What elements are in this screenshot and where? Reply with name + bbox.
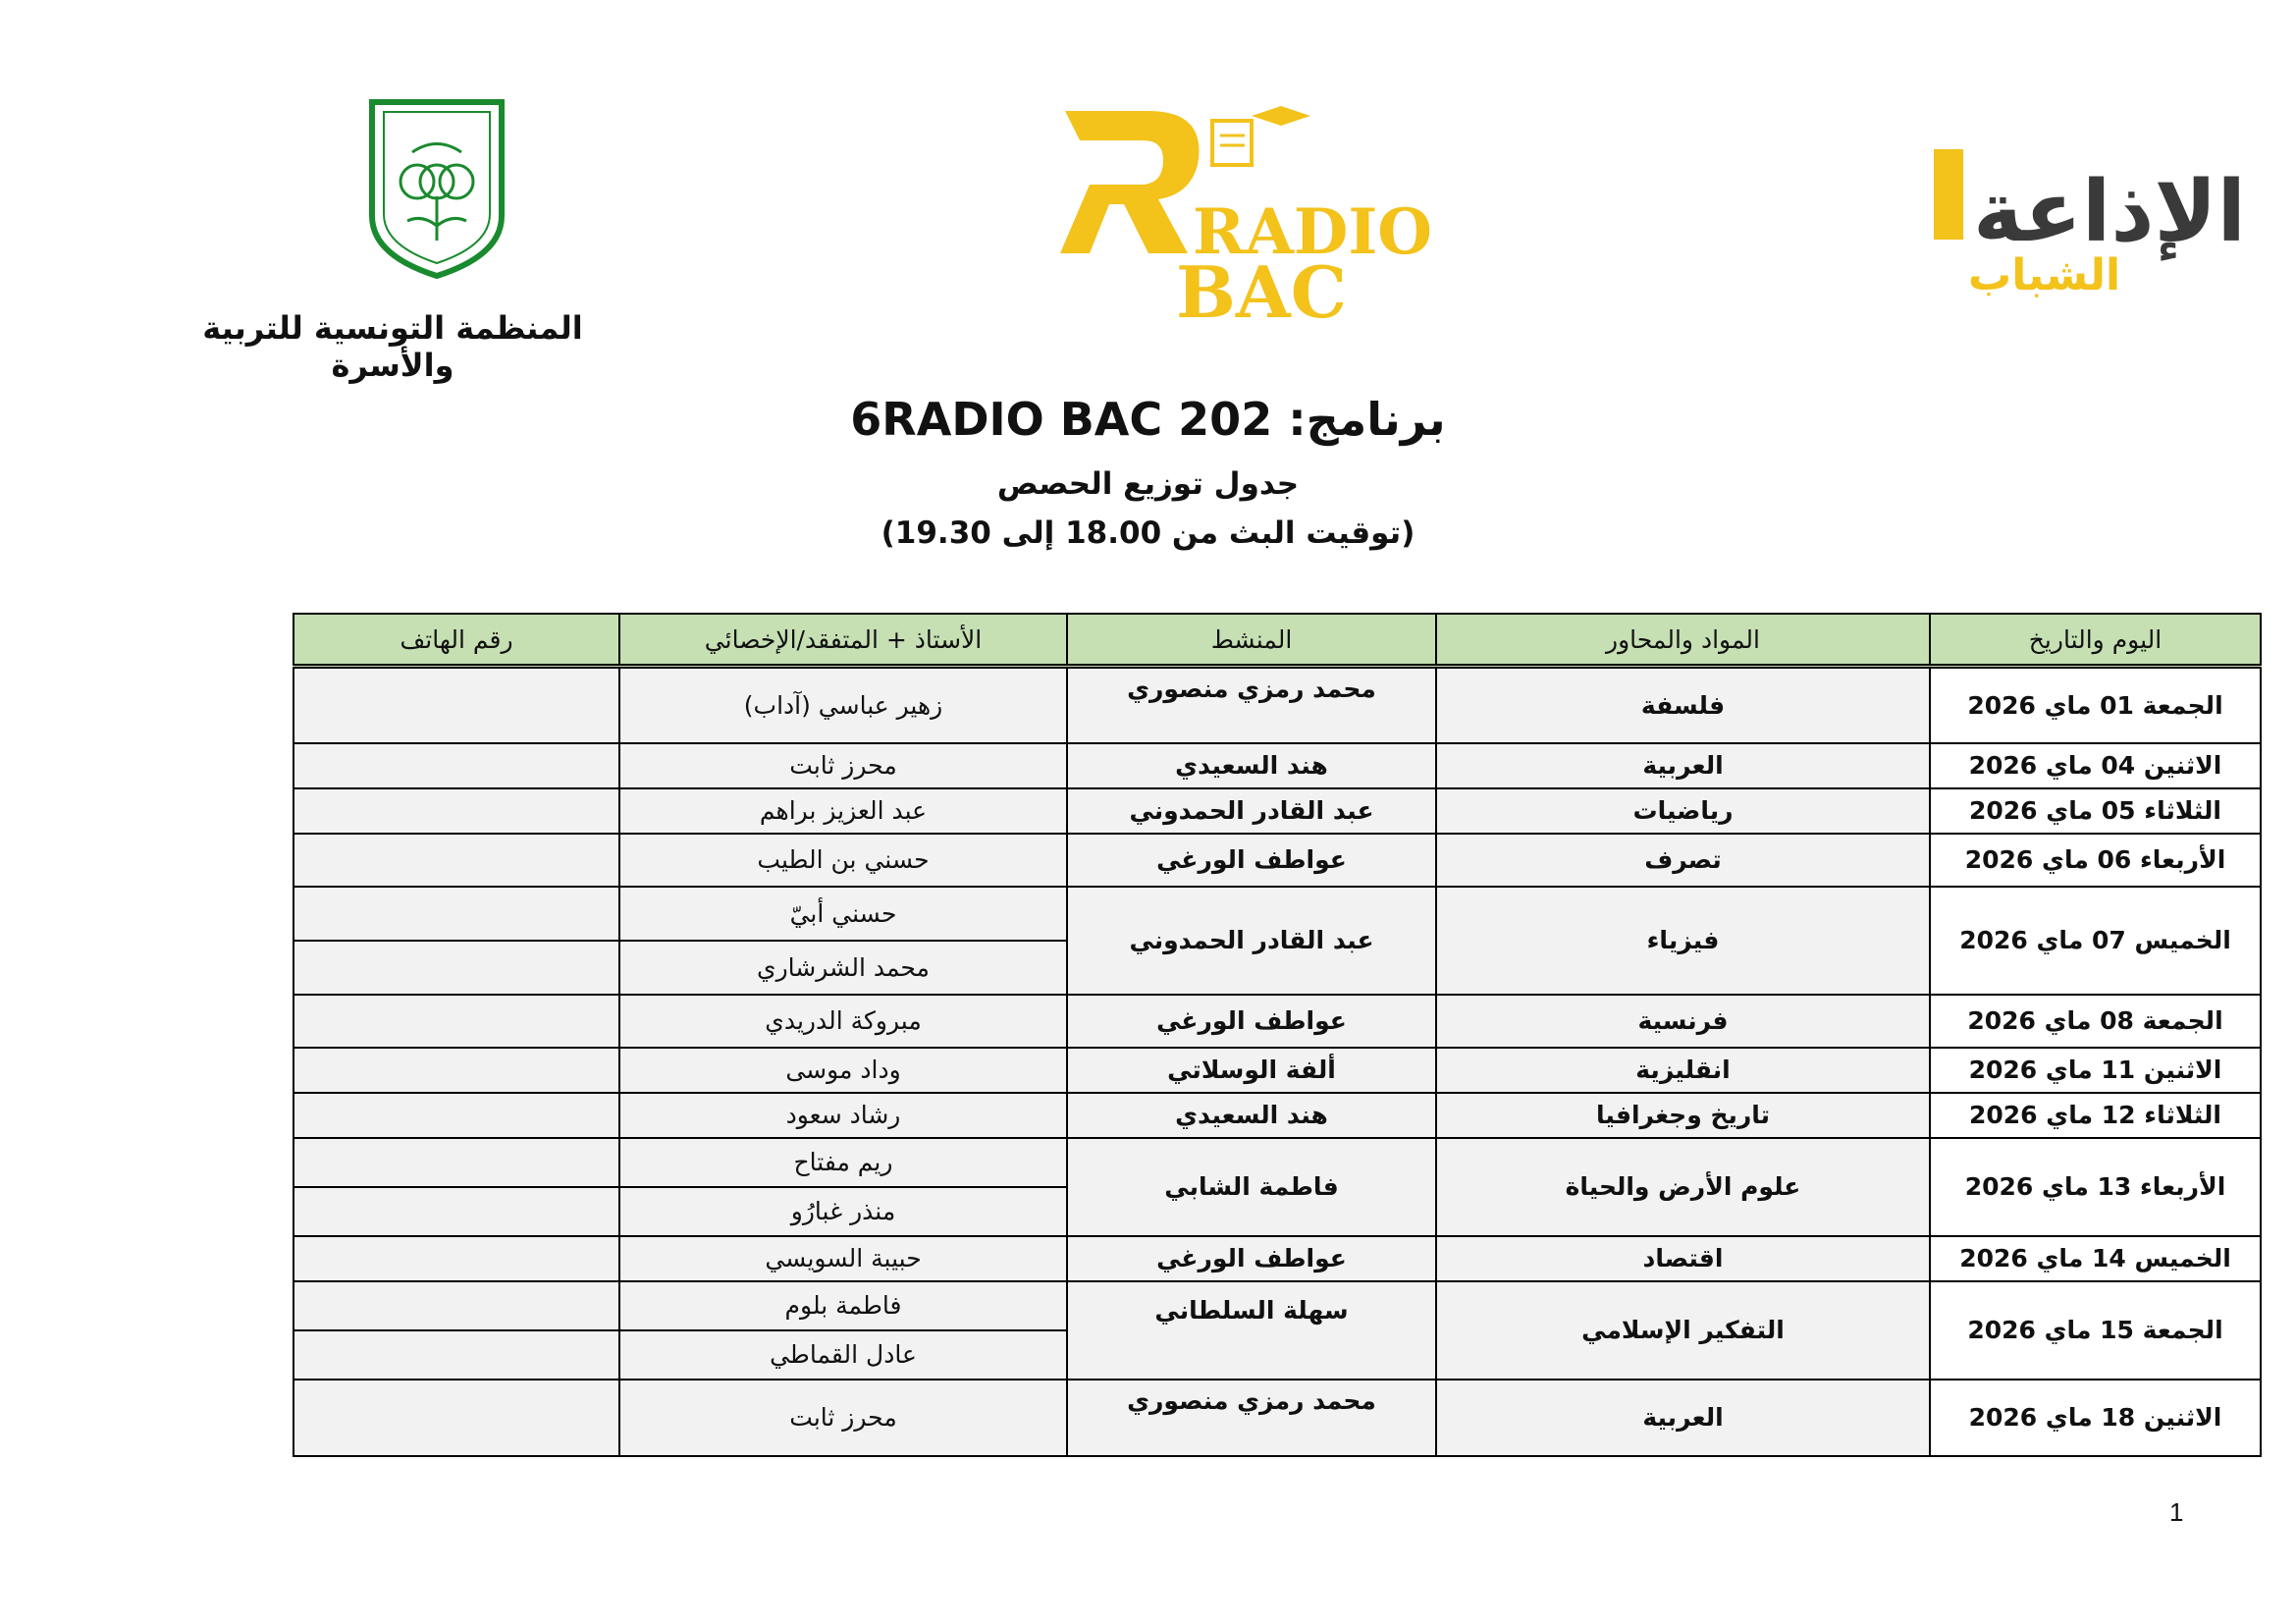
animator-cell: محمد رمزي منصوري <box>1067 667 1436 743</box>
teacher-cell: فاطمة بلوم <box>619 1281 1067 1330</box>
table-row <box>294 788 2261 834</box>
teacher-cell: منذر غبارُو <box>619 1187 1067 1236</box>
date-cell: الاثنين 18 ماي 2026 <box>1930 1380 2261 1456</box>
teacher-cell: حسني بن الطيب <box>619 834 1067 887</box>
teacher-cell: محرز ثابت <box>619 1380 1067 1456</box>
animator-cell: عواطف الورغي <box>1067 1236 1436 1281</box>
animator-cell: هند السعيدي <box>1067 1093 1436 1138</box>
header-animator: المنشط <box>1067 614 1436 667</box>
subject-cell: تصرف <box>1436 834 1930 887</box>
date-cell: الثلاثاء 05 ماي 2026 <box>1930 788 2261 834</box>
subject-cell: العربية <box>1436 743 1930 788</box>
table-row <box>294 834 2261 887</box>
date-cell: الجمعة 01 ماي 2026 <box>1930 667 2261 743</box>
org-logo <box>368 98 506 280</box>
phone-cell <box>294 1138 619 1187</box>
animator-cell: هند السعيدي <box>1067 743 1436 788</box>
phone-cell <box>294 743 619 788</box>
animator-cell: فاطمة الشابي <box>1067 1138 1436 1236</box>
date-cell: الخميس 14 ماي 2026 <box>1930 1236 2261 1281</box>
subject-cell: تاريخ وجغرافيا <box>1436 1093 1930 1138</box>
organization-name: المنظمة التونسية للتربية والأسرة <box>202 309 583 384</box>
subject-cell: انقليزية <box>1436 1048 1930 1093</box>
date-cell: الجمعة 15 ماي 2026 <box>1930 1281 2261 1380</box>
animator-cell: عبد القادر الحمدوني <box>1067 788 1436 834</box>
subject-cell: فرنسية <box>1436 995 1930 1048</box>
animator-cell: محمد رمزي منصوري <box>1067 1380 1436 1456</box>
teacher-cell: عادل القماطي <box>619 1330 1067 1380</box>
table-row <box>294 667 2261 743</box>
subject-cell: فلسفة <box>1436 667 1930 743</box>
bac-logo-word: BAC <box>1176 250 1348 334</box>
program-title: برنامج: 6RADIO BAC 202 <box>850 393 1446 446</box>
animator-cell: عواطف الورغي <box>1067 834 1436 887</box>
table-row <box>294 887 2261 941</box>
subject-cell: اقتصاد <box>1436 1236 1930 1281</box>
idhaa-word: الإذاعة <box>1973 163 2247 261</box>
radio-logo-word: RADIO <box>1193 195 1433 269</box>
phone-cell <box>294 941 619 995</box>
header-date: اليوم والتاريخ <box>1930 614 2261 667</box>
date-cell: الأربعاء 06 ماي 2026 <box>1930 834 2261 887</box>
table-row <box>294 743 2261 788</box>
subject-cell: فيزياء <box>1436 887 1930 995</box>
header-phone: رقم الهاتف <box>294 614 619 667</box>
phone-cell <box>294 1093 619 1138</box>
table-row <box>294 1236 2261 1281</box>
animator-cell: ألفة الوسلاتي <box>1067 1048 1436 1093</box>
chabab-word: الشباب <box>1968 250 2121 300</box>
teacher-cell: مبروكة الدريدي <box>619 995 1067 1048</box>
broadcast-timing: (توقيت البث من 18.00 إلى 19.30) <box>881 515 1415 551</box>
teacher-cell: رشاد سعود <box>619 1093 1067 1138</box>
animator-cell: سهلة السلطاني <box>1067 1281 1436 1380</box>
page-number: 1 <box>2169 1497 2184 1527</box>
date-cell: الخميس 07 ماي 2026 <box>1930 887 2261 995</box>
phone-cell <box>294 1330 619 1380</box>
teacher-cell: زهير عباسي (آداب) <box>619 667 1067 743</box>
phone-cell <box>294 1187 619 1236</box>
subject-cell: التفكير الإسلامي <box>1436 1281 1930 1380</box>
table-row <box>294 1138 2261 1187</box>
table-row <box>294 1281 2261 1330</box>
teacher-cell: حسني أبيّ <box>619 887 1067 941</box>
teacher-cell: محمد الشرشاري <box>619 941 1067 995</box>
phone-cell <box>294 1048 619 1093</box>
teacher-cell: حبيبة السويسي <box>619 1236 1067 1281</box>
teacher-cell: عبد العزيز براهم <box>619 788 1067 834</box>
phone-cell <box>294 887 619 941</box>
date-cell: الجمعة 08 ماي 2026 <box>1930 995 2261 1048</box>
table-row <box>294 995 2261 1048</box>
phone-cell <box>294 995 619 1048</box>
header-subject: المواد والمحاور <box>1436 614 1930 667</box>
subject-cell: علوم الأرض والحياة <box>1436 1138 1930 1236</box>
table-row <box>294 1380 2261 1456</box>
table-row <box>294 1093 2261 1138</box>
phone-cell <box>294 1236 619 1281</box>
phone-cell <box>294 788 619 834</box>
phone-cell <box>294 667 619 743</box>
animator-cell: عواطف الورغي <box>1067 995 1436 1048</box>
schedule-table <box>293 613 2262 1457</box>
phone-cell <box>294 1380 619 1456</box>
phone-cell <box>294 834 619 887</box>
subject-cell: العربية <box>1436 1380 1930 1456</box>
radio-bac-logo <box>1060 106 1433 334</box>
teacher-cell: محرز ثابت <box>619 743 1067 788</box>
teacher-cell: وداد موسى <box>619 1048 1067 1093</box>
idhaa-chabab-logo <box>1718 147 2247 300</box>
date-cell: الثلاثاء 12 ماي 2026 <box>1930 1093 2261 1138</box>
subject-cell: رياضيات <box>1436 788 1930 834</box>
phone-cell <box>294 1281 619 1330</box>
date-cell: الاثنين 04 ماي 2026 <box>1930 743 2261 788</box>
table-row <box>294 1048 2261 1093</box>
date-cell: الاثنين 11 ماي 2026 <box>1930 1048 2261 1093</box>
header-teacher: الأستاذ + المتفقد/الإخصائي <box>619 614 1067 667</box>
teacher-cell: ريم مفتاح <box>619 1138 1067 1187</box>
date-cell: الأربعاء 13 ماي 2026 <box>1930 1138 2261 1236</box>
table-header-row <box>294 614 2261 667</box>
animator-cell: عبد القادر الحمدوني <box>1067 887 1436 995</box>
schedule-subtitle: جدول توزيع الحصص <box>996 466 1300 502</box>
